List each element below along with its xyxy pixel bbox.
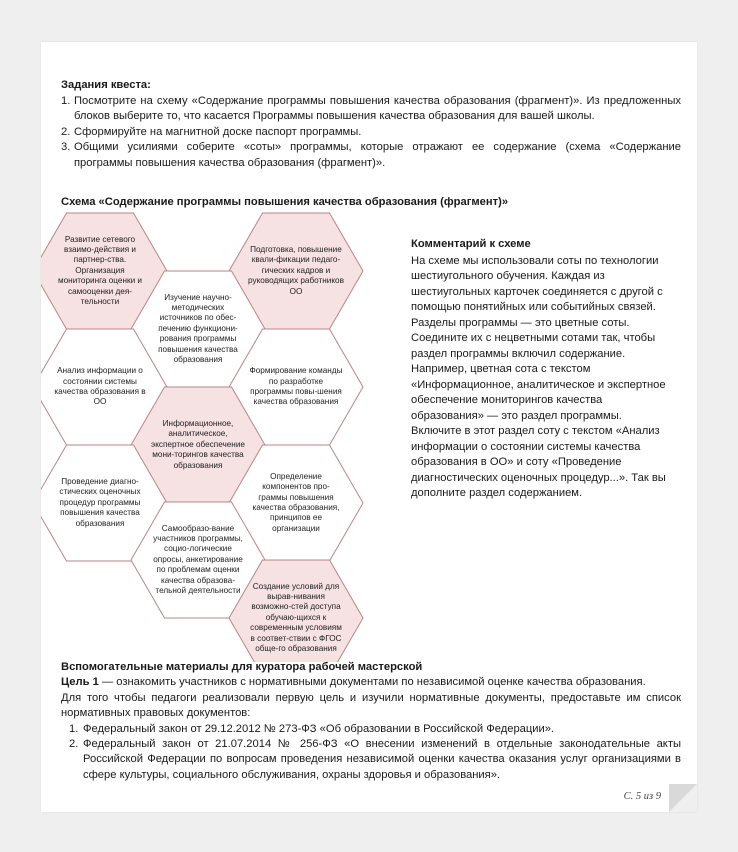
item-number: 1. [69,722,79,735]
list-item [61,722,681,737]
comment-text: На схеме мы использовали соты по технологии шестиугольного обучения. Каждая из шестиугольных карточек соединяется с другой с помощью понятийных или событийных связей. Разделы программы — это цветные соты. Соедините их с нецветными сотами так, чтобы раздел программы включил содержание. Например, цветная сота с текстом «Информационное, аналитическое и экспертное обеспечение мониторингов качества образования» — это раздел программы. Включите в этот раздел соту с текстом «Анализ информации о состоянии системы качества образования в ОО» и соту «Проведение диагностических оценочных процедур...». Так вы дополните раздел содержанием. [411,254,666,499]
scheme-comment [411,237,673,502]
scheme-title: Схема «Содержание программы повышения качества образования (фрагмент)» [61,196,509,208]
page-corner-fold [669,784,697,812]
hex-network-development: Развитие сетевого взаимо-действия и партнер-ства. Организация мониторинга оценки и самооценки дея-тельности [57,234,142,307]
item-text: Федеральный закон от 21.07.2014 № 256-ФЗ «О внесении изменений в отдельные законодательные акты Российской Федерации по вопросам проведения независимой оценки качества оказания услуг организациями в сфере культуры, социального обслуживания, охраны здоровья и образования». [83,738,681,781]
intro-paragraph: Для того чтобы педагоги реализовали первую цель и изучили нормативные документы, предоставьте им список нормативных правовых документов: [61,691,681,720]
aux-title: Вспомогательные материалы для куратора рабочей мастерской [61,661,423,673]
hex-methodical-sources: Изучение научно-методических источников по обес-печению функциони-рования программы повышения качества образования [158,292,238,365]
hex-diagnostic-procedures: Проведение диагно-стических оценочных процедур программы повышения качества образования [59,476,141,528]
item-number: 1. [61,94,71,107]
quest-title: Задания квеста: [61,79,151,91]
list-item [61,737,681,783]
hex-monitoring-support: Информационное, аналитическое, экспертное обеспечение мони-торингов качества образования [151,418,245,470]
hex-team-forming: Формирование команды по разработке программы повы-шения качества образования [249,366,343,407]
item-number: 2. [69,738,79,751]
comment-title: Комментарий к схеме [411,238,531,250]
hex-quality-analysis: Анализ информации о состоянии системы качества образования в ОО [54,366,146,407]
item-text: Федеральный закон от 29.12.2012 № 273-ФЗ «Об образовании в Российской Федерации». [83,722,555,735]
page-number: С. 5 из 9 [623,791,661,802]
goal-paragraph [61,675,681,690]
hex-staff-training: Подготовка, повышение квали-фикации педаго-гических кадров и руководящих работников ОО [248,244,344,296]
hex-self-education: Самообразо-вание участников программы, социо-логические опросы, анкетирование по проблемам оценки качества образова-тельной деятельности [153,523,243,596]
hex-program-components: Определение компонентов про-граммы повышения качества образования, принципов ее организации [252,471,340,533]
aux-materials-section [61,660,681,783]
item-text: Общими усилиями соберите «соты» программы, которые отражают ее содержание (схема «Содержание программы повышения качества образования (фрагмент)». [74,141,681,169]
item-number: 3. [61,141,71,154]
document-page [41,42,697,812]
item-text: Посмотрите на схему «Содержание программы повышения качества образования (фрагмент)». Из предложенных блоков выберите то, что касается Программы повышения качества образования для вашей школы. [74,94,681,123]
hex-equal-access: Создание условий для вырав-нивания возможно-стей доступа обучаю-щихся к современным условиям в соответ-ствии с ФГОС обще-го образования [250,581,342,654]
docs-list [61,722,681,784]
goal-label: Цель 1 [61,676,99,689]
goal-text: — ознакомить участников с нормативными документами по независимой оценке качества образования. [98,676,646,689]
item-number: 2. [61,125,71,138]
item-text: Сформируйте на магнитной доске паспорт программы. [74,125,362,138]
